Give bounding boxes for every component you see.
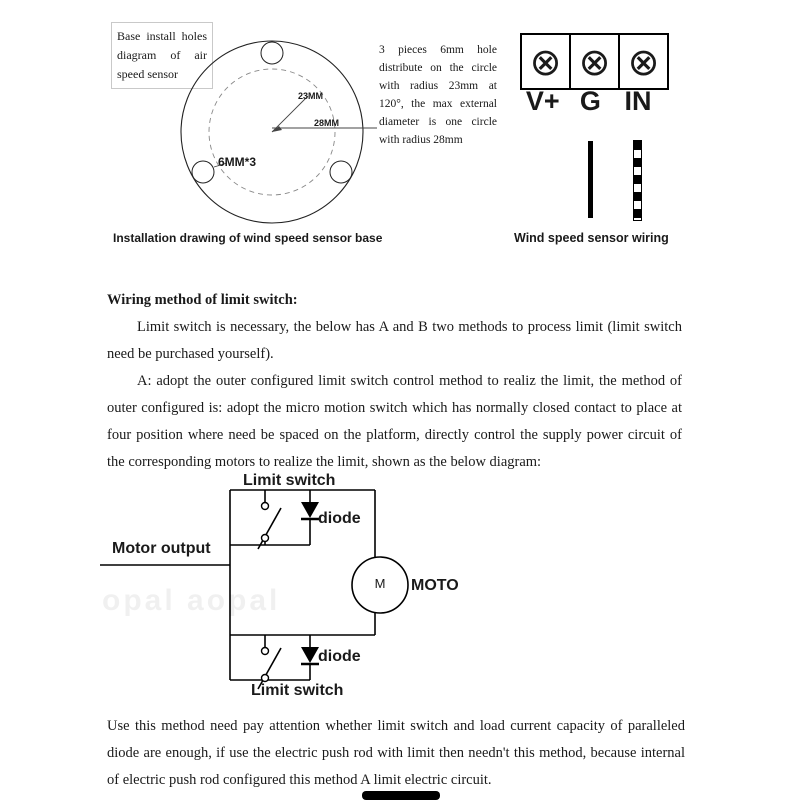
limit-switch-label-bottom: Limit switch [251,682,344,699]
mount-hole-top [261,42,283,64]
terminal-cell-g [569,33,620,90]
hole-distribution-note: 3 pieces 6mm hole distribute on the circle with radius 23mm at 120°, the max external diameter is one circle with radius 28mm [379,44,497,146]
wiring-method-heading: Wiring method of limit switch: [107,292,298,308]
wire-solid [588,141,593,218]
screw-terminal-icon: ⊗ [529,39,562,84]
diode-label-bottom: diode [318,648,361,665]
terminal-cell-in [618,33,669,90]
wire-striped [633,140,642,221]
limit-switch-symbol-top [258,490,281,549]
right-figure-caption: Wind speed sensor wiring [514,231,669,245]
diode-symbol-bottom [301,635,319,680]
moto-label: MOTO [411,577,459,594]
motor-m-label: M [374,576,386,591]
screw-terminal-icon: ⊗ [627,39,660,84]
sensor-base-diagram [165,25,390,240]
paragraph-method-a: A: adopt the outer configured limit switch control method to realiz the limit, the method of outer configured is: adopt the micro motion switch which has normally closed contact to place at four position where need be spaced on the platform, directly control the supply power circuit of the corresponding motors to realize the limit, shown as the below diagram: [107,373,682,470]
terminal-label-in: IN [624,86,652,116]
limit-switch-symbol-bottom [258,635,281,689]
diode-label-top: diode [318,510,361,527]
left-figure-caption: Installation drawing of wind speed sensor base [113,231,383,245]
terminal-label-vplus: V+ [525,86,560,116]
mount-hole-right [330,161,352,183]
dim-label-23mm: 23MM [298,91,324,101]
watermark: opal aopal [102,584,281,617]
terminal-label-g: G [579,86,601,116]
base-note: Base install holes diagram of air speed sensor [111,22,213,89]
mount-hole-left [192,161,214,183]
diode-symbol-top [301,490,319,545]
terminal-cell-vplus [520,33,571,90]
screw-terminal-icon: ⊗ [578,39,611,84]
terminal-block [520,33,669,90]
footer-note: Use this method need pay attention whether limit switch and load current capacity of paralleled diode are enough, if use the electric push rod with limit then needn't this method, because internal of electric push rod configured this method A limit electric circuit. [107,718,685,788]
limit-switch-label-top: Limit switch [243,472,336,489]
motor-output-label: Motor output [112,540,211,557]
dim-line-23 [272,96,308,132]
terminal-labels [519,86,662,117]
dim-label-28mm: 28MM [314,118,340,128]
wiring-method-text [107,287,682,476]
bottom-bar [362,791,440,800]
paragraph-limit-switch: Limit switch is necessary, the below has A and B two methods to process limit (limit switch need be purchased yourself). [107,319,682,362]
hole-size-label: 6MM*3 [218,155,257,169]
